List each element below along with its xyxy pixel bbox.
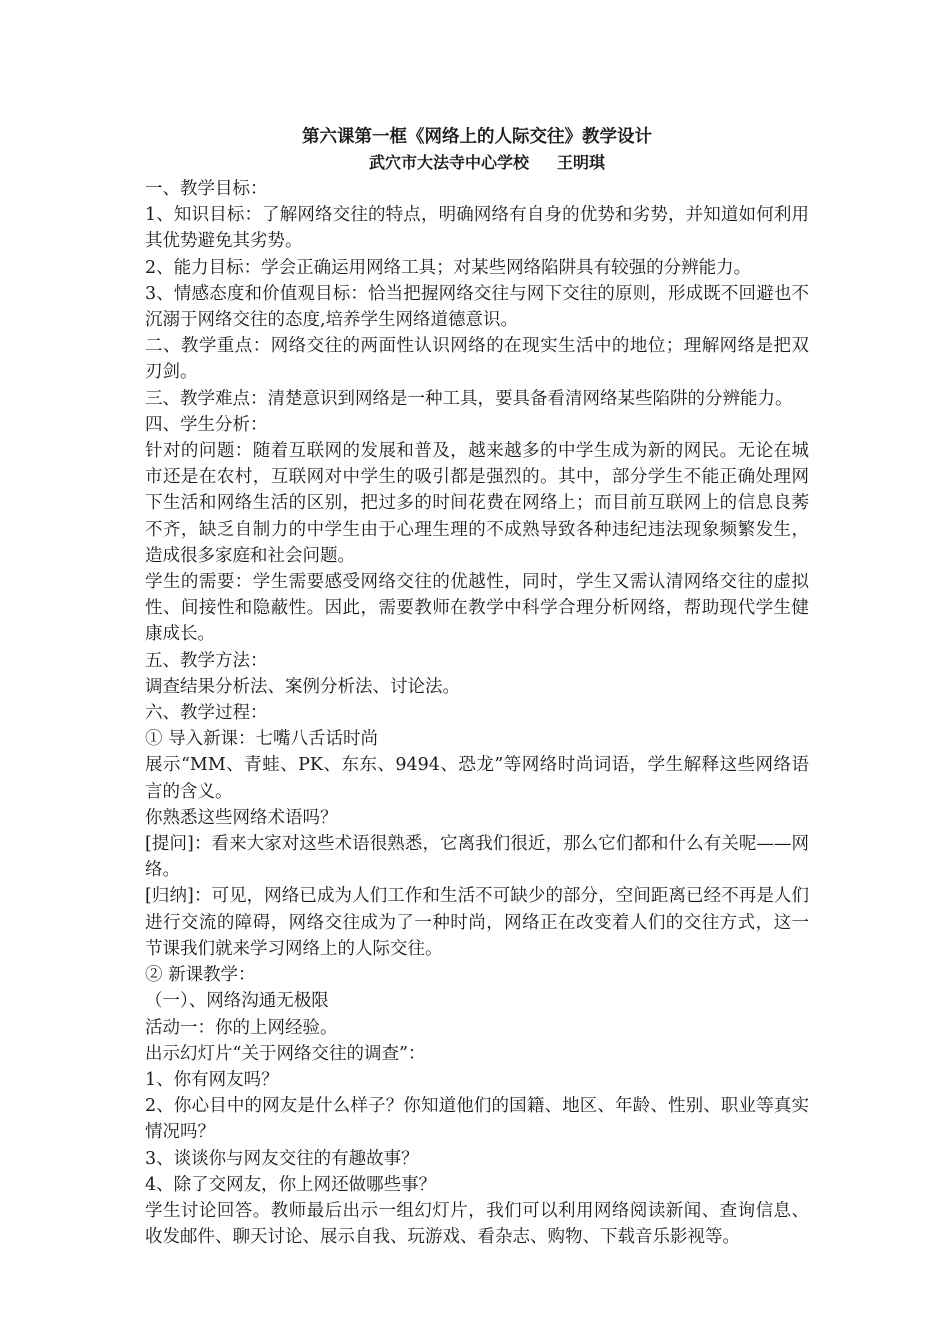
student-needs: 学生的需要：学生需要感受网络交往的优越性，同时，学生又需认清网络交往的虚拟性、间接性和隐蔽性。因此，需要教师在教学中科学合理分析网络，帮助现代学生健康成长。: [145, 572, 809, 645]
key-points: 二、教学重点：网络交往的两面性认识网络的在现实生活中的地位；理解网络是把双刃剑。: [145, 336, 809, 383]
discussion-summary: 学生讨论回答。教师最后出示一组幻灯片，我们可以利用网络阅读新闻、查询信息、收发邮件、聊天讨论、展示自我、玩游戏、看杂志、购物、下载音乐影视等。: [145, 1200, 809, 1248]
process-new-lesson: ② 新课教学：: [145, 965, 256, 986]
heading-process: 六、教学过程：: [145, 703, 268, 724]
document-title: 第六课第一框《网络上的人际交往》教学设计: [302, 127, 652, 147]
difficult-points: 三、教学难点：清楚意识到网络是一种工具，要具备看清网络某些陷阱的分辨能力。: [145, 388, 793, 409]
heading-student-analysis: 四、学生分析：: [145, 414, 268, 435]
survey-question-4: 4、除了交网友，你上网还做哪些事？: [145, 1174, 437, 1195]
section-one-heading: （一）、网络沟通无极限: [145, 991, 329, 1012]
process-intro: ① 导入新课：七嘴八舌话时尚: [145, 729, 379, 750]
intro-ask: [提问]：看来大家对这些术语很熟悉，它离我们很近，那么它们都和什么有关呢——网络。: [145, 834, 809, 881]
survey-question-1: 1、你有网友吗？: [145, 1069, 279, 1090]
intro-summary: [归纳]：可见，网络已成为人们工作和生活不可缺少的部分，空间距离已经不再是人们进行交流的障碍，网络交往成为了一种时尚，网络正在改变着人们的交往方式，这一节课我们就来学习网络上的人际交往。: [145, 886, 809, 959]
heading-methods: 五、教学方法：: [145, 650, 268, 671]
methods-list: 调查结果分析法、案例分析法、讨论法。: [145, 676, 460, 697]
heading-objectives: 一、教学目标：: [145, 179, 268, 199]
survey-question-3: 3、谈谈你与网友交往的有趣故事？: [145, 1148, 419, 1169]
objective-knowledge: 1、知识目标：了解网络交往的特点，明确网络有自身的优势和劣势，并知道如何利用其优势避免其劣势。: [145, 205, 809, 252]
survey-slide: 出示幻灯片“关于网络交往的调查”：: [145, 1043, 426, 1064]
intro-question: 你熟悉这些网络术语吗？: [145, 807, 338, 828]
objective-attitude: 3、情感态度和价值观目标：恰当把握网络交往与网下交往的原则，形成既不回避也不沉溺于网络交往的态度,培养学生网络道德意识。: [145, 283, 809, 331]
student-problems: 针对的问题：随着互联网的发展和普及，越来越多的中学生成为新的网民。无论在城市还是在农村，互联网对中学生的吸引都是强烈的。其中，部分学生不能正确处理网下生活和网络生活的区别，把过多的时间花费在网络上；而目前互联网上的信息良莠不齐，缺乏自制力的中学生由于心理生理的不成熟导致各种违纪违法现象频繁发生，造成很多家庭和社会问题。: [145, 441, 809, 566]
objective-ability: 2、能力目标：学会正确运用网络工具；对某些网络陷阱具有较强的分辨能力。: [145, 257, 752, 278]
author-name: 王明琪: [557, 153, 606, 172]
survey-question-2: 2、你心目中的网友是什么样子？你知道他们的国籍、地区、年龄、性别、职业等真实情况吗？: [145, 1096, 809, 1143]
activity-one: 活动一：你的上网经验。: [145, 1017, 338, 1038]
document-body: [145, 124, 809, 1250]
document-byline: [145, 150, 809, 176]
school-name: 武穴市大法寺中心学校: [368, 153, 529, 172]
intro-display: 展示“MM、青蛙、PK、东东、9494、恐龙”等网络时尚词语，学生解释这些网络语言的含义。: [145, 755, 809, 802]
